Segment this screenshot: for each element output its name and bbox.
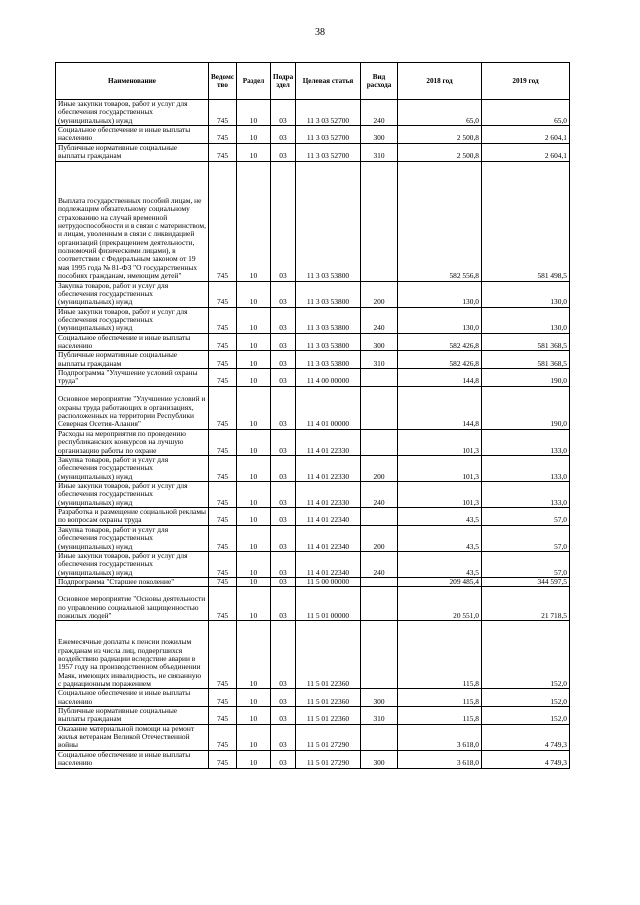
row-name-cell: Иные закупки товаров, работ и услуг для обеспечения государственных (муниципальных) нужд xyxy=(56,551,209,577)
row-2019-cell: 152,0 xyxy=(482,621,570,689)
row-subsection-cell: 03 xyxy=(271,351,296,369)
row-name-cell: Социальное обеспечение и иные выплаты населению xyxy=(56,333,209,351)
row-section-cell: 10 xyxy=(237,587,271,621)
table-header-row xyxy=(56,63,570,100)
row-target-cell: 11 3 03 53800 xyxy=(296,351,361,369)
row-subsection-cell: 03 xyxy=(271,126,296,144)
row-expense-type-cell: 200 xyxy=(361,281,398,307)
row-name-cell: Иные закупки товаров, работ и услуг для обеспечения государственных (муниципальных) нужд xyxy=(56,307,209,333)
header-target: Целевая статья xyxy=(296,63,361,100)
table-row xyxy=(56,386,570,429)
row-target-cell: 11 4 01 22340 xyxy=(296,551,361,577)
table-row xyxy=(56,281,570,307)
row-section-cell: 10 xyxy=(237,621,271,689)
row-target-cell: 11 3 03 52700 xyxy=(296,126,361,144)
row-section-cell: 10 xyxy=(237,369,271,387)
page-number: 38 xyxy=(315,27,325,38)
row-section-cell: 10 xyxy=(237,455,271,481)
row-section-cell: 10 xyxy=(237,386,271,429)
row-dept-cell: 745 xyxy=(209,143,237,161)
row-2018-cell: 144,8 xyxy=(398,369,482,387)
table-row xyxy=(56,551,570,577)
row-2019-cell: 344 597,5 xyxy=(482,577,570,586)
row-dept-cell: 745 xyxy=(209,525,237,551)
row-target-cell: 11 4 01 22330 xyxy=(296,481,361,507)
row-subsection-cell: 03 xyxy=(271,481,296,507)
row-name-cell: Закупка товаров, работ и услуг для обеспечения государственных (муниципальных) нужд xyxy=(56,281,209,307)
row-target-cell: 11 4 00 00000 xyxy=(296,369,361,387)
table-row xyxy=(56,100,570,126)
row-name-cell: Публичные нормативные социальные выплаты гражданам xyxy=(56,351,209,369)
row-2018-cell: 209 485,4 xyxy=(398,577,482,586)
header-section: Раздел xyxy=(237,63,271,100)
row-expense-type-cell: 300 xyxy=(361,126,398,144)
row-2019-cell: 4 749,3 xyxy=(482,750,570,768)
row-2019-cell: 21 718,5 xyxy=(482,587,570,621)
row-name-cell: Подпрограмма "Улучшение условий охраны труда" xyxy=(56,369,209,387)
row-subsection-cell: 03 xyxy=(271,689,296,707)
row-target-cell: 11 3 03 53800 xyxy=(296,161,361,281)
row-dept-cell: 745 xyxy=(209,689,237,707)
row-expense-type-cell xyxy=(361,724,398,750)
table-row xyxy=(56,707,570,725)
row-section-cell: 10 xyxy=(237,689,271,707)
budget-table xyxy=(55,62,570,769)
row-2018-cell: 130,0 xyxy=(398,307,482,333)
table-row xyxy=(56,143,570,161)
row-section-cell: 10 xyxy=(237,508,271,526)
row-section-cell: 10 xyxy=(237,577,271,586)
row-2019-cell: 152,0 xyxy=(482,707,570,725)
row-name-cell: Иные закупки товаров, работ и услуг для обеспечения государственных (муниципальных) нужд xyxy=(56,481,209,507)
table-row xyxy=(56,508,570,526)
row-2018-cell: 2 500,8 xyxy=(398,126,482,144)
table-row xyxy=(56,689,570,707)
row-section-cell: 10 xyxy=(237,525,271,551)
row-dept-cell: 745 xyxy=(209,126,237,144)
row-name-cell: Публичные нормативные социальные выплаты гражданам xyxy=(56,143,209,161)
row-name-cell: Иные закупки товаров, работ и услуг для обеспечения государственных (муниципальных) нужд xyxy=(56,100,209,126)
row-name-cell: Основное мероприятие "Основы деятельности по управлению социальной защищенностью пожилых людей" xyxy=(56,587,209,621)
row-target-cell: 11 3 03 52700 xyxy=(296,143,361,161)
table-row xyxy=(56,750,570,768)
row-target-cell: 11 4 01 22340 xyxy=(296,508,361,526)
row-subsection-cell: 03 xyxy=(271,587,296,621)
row-name-cell: Ежемесячные доплаты к пенсии пожилым гражданам из числа лиц, подвергшихся воздействию радиации вследствие аварии в 1957 году на производственном объединении Маяк, имеющих инвалидность, не связанную с радиационным поражением xyxy=(56,621,209,689)
header-dept: Ведомс тво xyxy=(209,63,237,100)
row-2019-cell: 65,0 xyxy=(482,100,570,126)
table-row xyxy=(56,455,570,481)
row-2018-cell: 582 426,8 xyxy=(398,351,482,369)
row-dept-cell: 745 xyxy=(209,333,237,351)
row-dept-cell: 745 xyxy=(209,429,237,455)
row-target-cell: 11 3 03 53800 xyxy=(296,281,361,307)
row-2019-cell: 581 368,5 xyxy=(482,333,570,351)
row-dept-cell: 745 xyxy=(209,587,237,621)
row-dept-cell: 745 xyxy=(209,351,237,369)
header-2019: 2019 год xyxy=(482,63,570,100)
row-section-cell: 10 xyxy=(237,143,271,161)
row-section-cell: 10 xyxy=(237,126,271,144)
row-name-cell: Социальное обеспечение и иные выплаты населению xyxy=(56,750,209,768)
row-2019-cell: 57,0 xyxy=(482,551,570,577)
row-subsection-cell: 03 xyxy=(271,281,296,307)
row-subsection-cell: 03 xyxy=(271,707,296,725)
row-name-cell: Социальное обеспечение и иные выплаты населению xyxy=(56,689,209,707)
header-subsection: Подра здел xyxy=(271,63,296,100)
row-expense-type-cell: 300 xyxy=(361,750,398,768)
row-subsection-cell: 03 xyxy=(271,621,296,689)
row-subsection-cell: 03 xyxy=(271,508,296,526)
row-expense-type-cell: 240 xyxy=(361,551,398,577)
row-section-cell: 10 xyxy=(237,351,271,369)
row-expense-type-cell: 240 xyxy=(361,307,398,333)
row-subsection-cell: 03 xyxy=(271,100,296,126)
row-section-cell: 10 xyxy=(237,551,271,577)
row-2019-cell: 190,0 xyxy=(482,369,570,387)
table-row xyxy=(56,724,570,750)
row-expense-type-cell: 240 xyxy=(361,481,398,507)
table-row xyxy=(56,577,570,586)
row-subsection-cell: 03 xyxy=(271,551,296,577)
row-expense-type-cell: 300 xyxy=(361,689,398,707)
row-2019-cell: 190,0 xyxy=(482,386,570,429)
row-target-cell: 11 5 00 00000 xyxy=(296,577,361,586)
row-dept-cell: 745 xyxy=(209,551,237,577)
row-section-cell: 10 xyxy=(237,724,271,750)
row-section-cell: 10 xyxy=(237,100,271,126)
table-row xyxy=(56,351,570,369)
table-row xyxy=(56,525,570,551)
row-2019-cell: 130,0 xyxy=(482,281,570,307)
row-2018-cell: 3 618,0 xyxy=(398,724,482,750)
row-2018-cell: 101,3 xyxy=(398,481,482,507)
row-subsection-cell: 03 xyxy=(271,429,296,455)
row-section-cell: 10 xyxy=(237,333,271,351)
row-name-cell: Оказание материальной помощи на ремонт жилья ветеранам Великой Отечественной войны xyxy=(56,724,209,750)
row-target-cell: 11 3 03 52700 xyxy=(296,100,361,126)
row-name-cell: Выплата государственных пособий лицам, не подлежащим обязательному социальному страхованию на случай временной нетрудоспособности и в связи с материнством, и лицам, уволенным в связи с ликвидацией организаций (прекращением деятельности, полномочий физическими лицами), в соответствии с Федеральным законом от 19 мая 1995 года № 81-ФЗ "О государственных пособиях гражданам, имеющим детей" xyxy=(56,161,209,281)
header-name: Наименование xyxy=(56,63,209,100)
row-name-cell: Закупка товаров, работ и услуг для обеспечения государственных (муниципальных) нужд xyxy=(56,455,209,481)
row-subsection-cell: 03 xyxy=(271,386,296,429)
row-2018-cell: 2 500,8 xyxy=(398,143,482,161)
row-2018-cell: 115,8 xyxy=(398,621,482,689)
row-expense-type-cell xyxy=(361,429,398,455)
row-expense-type-cell: 310 xyxy=(361,143,398,161)
row-section-cell: 10 xyxy=(237,161,271,281)
row-dept-cell: 745 xyxy=(209,750,237,768)
row-subsection-cell: 03 xyxy=(271,525,296,551)
row-2019-cell: 133,0 xyxy=(482,429,570,455)
row-section-cell: 10 xyxy=(237,281,271,307)
row-2018-cell: 130,0 xyxy=(398,281,482,307)
row-target-cell: 11 4 01 00000 xyxy=(296,386,361,429)
row-target-cell: 11 5 01 27290 xyxy=(296,750,361,768)
row-2019-cell: 152,0 xyxy=(482,689,570,707)
row-2019-cell: 581 498,5 xyxy=(482,161,570,281)
table-row xyxy=(56,333,570,351)
row-subsection-cell: 03 xyxy=(271,307,296,333)
row-target-cell: 11 5 01 27290 xyxy=(296,724,361,750)
row-target-cell: 11 4 01 22330 xyxy=(296,429,361,455)
row-target-cell: 11 5 01 22360 xyxy=(296,689,361,707)
row-target-cell: 11 5 01 22360 xyxy=(296,621,361,689)
row-2018-cell: 3 618,0 xyxy=(398,750,482,768)
row-subsection-cell: 03 xyxy=(271,750,296,768)
row-2018-cell: 101,3 xyxy=(398,455,482,481)
row-expense-type-cell xyxy=(361,369,398,387)
row-dept-cell: 745 xyxy=(209,481,237,507)
row-expense-type-cell xyxy=(361,577,398,586)
row-2019-cell: 130,0 xyxy=(482,307,570,333)
row-2018-cell: 43,5 xyxy=(398,508,482,526)
table-row xyxy=(56,161,570,281)
row-target-cell: 11 5 01 00000 xyxy=(296,587,361,621)
row-expense-type-cell xyxy=(361,621,398,689)
row-2018-cell: 582 556,8 xyxy=(398,161,482,281)
row-expense-type-cell xyxy=(361,161,398,281)
row-expense-type-cell xyxy=(361,386,398,429)
row-dept-cell: 745 xyxy=(209,707,237,725)
row-dept-cell: 745 xyxy=(209,621,237,689)
row-2018-cell: 115,8 xyxy=(398,689,482,707)
row-subsection-cell: 03 xyxy=(271,143,296,161)
row-name-cell: Публичные нормативные социальные выплаты гражданам xyxy=(56,707,209,725)
row-2018-cell: 582 426,8 xyxy=(398,333,482,351)
row-subsection-cell: 03 xyxy=(271,369,296,387)
row-dept-cell: 745 xyxy=(209,386,237,429)
table-row xyxy=(56,587,570,621)
row-expense-type-cell: 200 xyxy=(361,455,398,481)
row-name-cell: Социальное обеспечение и иные выплаты населению xyxy=(56,126,209,144)
row-target-cell: 11 5 01 22360 xyxy=(296,707,361,725)
row-subsection-cell: 03 xyxy=(271,577,296,586)
row-expense-type-cell: 310 xyxy=(361,707,398,725)
row-2018-cell: 101,3 xyxy=(398,429,482,455)
row-2019-cell: 133,0 xyxy=(482,481,570,507)
row-2018-cell: 20 551,0 xyxy=(398,587,482,621)
row-subsection-cell: 03 xyxy=(271,724,296,750)
row-subsection-cell: 03 xyxy=(271,161,296,281)
row-2018-cell: 43,5 xyxy=(398,525,482,551)
row-2018-cell: 115,8 xyxy=(398,707,482,725)
row-2019-cell: 581 368,5 xyxy=(482,351,570,369)
row-target-cell: 11 4 01 22330 xyxy=(296,455,361,481)
table-row xyxy=(56,307,570,333)
row-dept-cell: 745 xyxy=(209,455,237,481)
row-2018-cell: 144,8 xyxy=(398,386,482,429)
row-section-cell: 10 xyxy=(237,481,271,507)
row-dept-cell: 745 xyxy=(209,161,237,281)
row-expense-type-cell: 200 xyxy=(361,525,398,551)
row-dept-cell: 745 xyxy=(209,508,237,526)
row-2019-cell: 57,0 xyxy=(482,525,570,551)
row-expense-type-cell: 240 xyxy=(361,100,398,126)
row-2018-cell: 65,0 xyxy=(398,100,482,126)
row-expense-type-cell xyxy=(361,587,398,621)
row-dept-cell: 745 xyxy=(209,307,237,333)
row-dept-cell: 745 xyxy=(209,724,237,750)
row-name-cell: Расходы на мероприятия по проведению республиканских конкурсов на лучшую организацию работы по охране xyxy=(56,429,209,455)
row-subsection-cell: 03 xyxy=(271,333,296,351)
table-row xyxy=(56,481,570,507)
table-row xyxy=(56,429,570,455)
table-body xyxy=(56,100,570,769)
row-dept-cell: 745 xyxy=(209,281,237,307)
row-name-cell: Разработка и размещение социальной рекламы по вопросам охраны труда xyxy=(56,508,209,526)
row-name-cell: Основное мероприятие "Улучшение условий и охраны труда работающих в организациях, расположенных на территории Республики Северная Осетия-Алания" xyxy=(56,386,209,429)
row-expense-type-cell: 310 xyxy=(361,351,398,369)
table-row xyxy=(56,369,570,387)
table-row xyxy=(56,621,570,689)
row-section-cell: 10 xyxy=(237,750,271,768)
row-dept-cell: 745 xyxy=(209,577,237,586)
header-2018: 2018 год xyxy=(398,63,482,100)
row-2019-cell: 57,0 xyxy=(482,508,570,526)
row-target-cell: 11 3 03 53800 xyxy=(296,333,361,351)
row-dept-cell: 745 xyxy=(209,369,237,387)
row-dept-cell: 745 xyxy=(209,100,237,126)
row-expense-type-cell: 300 xyxy=(361,333,398,351)
row-section-cell: 10 xyxy=(237,307,271,333)
row-name-cell: Закупка товаров, работ и услуг для обеспечения государственных (муниципальных) нужд xyxy=(56,525,209,551)
row-2019-cell: 2 604,1 xyxy=(482,143,570,161)
table-row xyxy=(56,126,570,144)
header-expense-type: Вид расхода xyxy=(361,63,398,100)
row-section-cell: 10 xyxy=(237,429,271,455)
row-2018-cell: 43,5 xyxy=(398,551,482,577)
row-target-cell: 11 4 01 22340 xyxy=(296,525,361,551)
row-subsection-cell: 03 xyxy=(271,455,296,481)
row-target-cell: 11 3 03 53800 xyxy=(296,307,361,333)
row-2019-cell: 133,0 xyxy=(482,455,570,481)
row-name-cell: Подпрограмма "Старшее поколение" xyxy=(56,577,209,586)
row-section-cell: 10 xyxy=(237,707,271,725)
row-2019-cell: 4 749,3 xyxy=(482,724,570,750)
row-expense-type-cell xyxy=(361,508,398,526)
row-2019-cell: 2 604,1 xyxy=(482,126,570,144)
